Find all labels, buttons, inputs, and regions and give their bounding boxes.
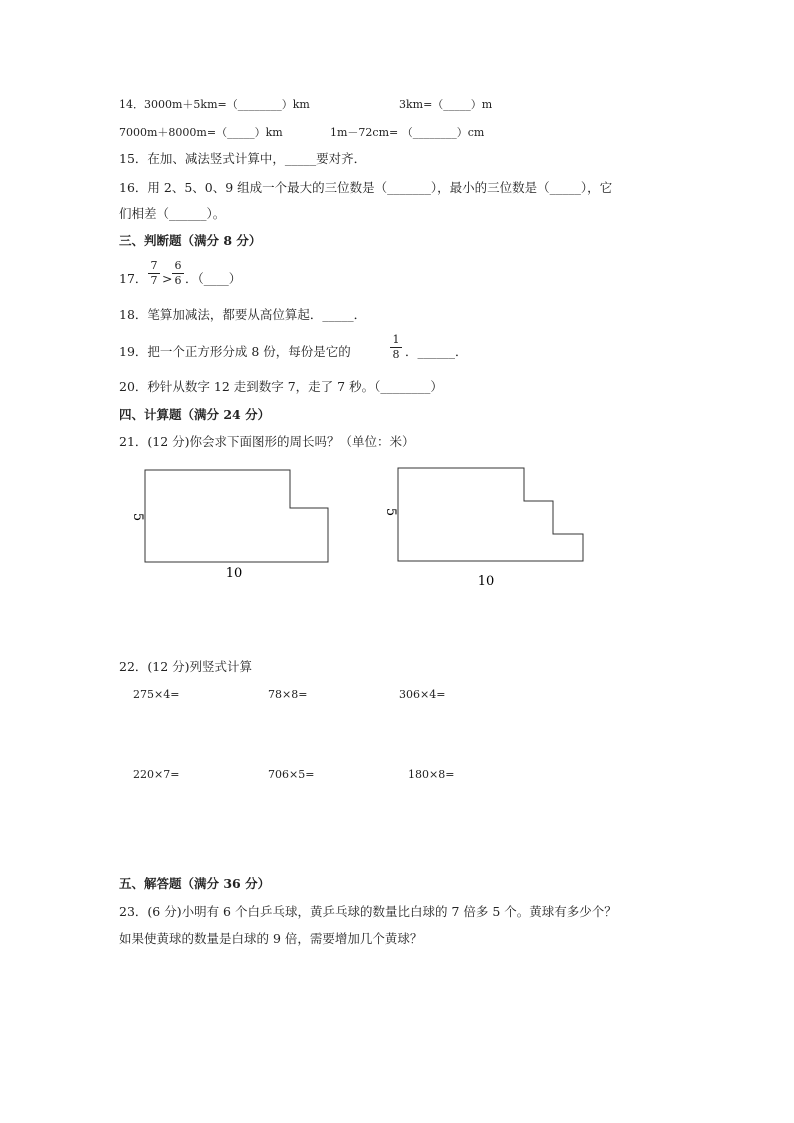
q14-part-a: 14．3000m＋5km=（________）km [119,98,310,111]
q17-fraction-left-numerator: 7 [150,259,158,272]
q22-item-5: 706×5= [268,768,315,781]
figure-1-width-label: 10 [225,566,243,581]
q14-part-b: 3km=（_____）m [399,98,493,111]
q17-fraction-left-denominator: 7 [150,274,158,287]
q14-part-c: 7000m＋8000m=（_____）km [119,126,283,139]
figure-1-outline [145,470,328,562]
q22-item-1: 275×4= [133,688,180,701]
q22-item-3: 306×4= [399,688,446,701]
figure-2-height-label: 5 [383,507,398,517]
figure-2-width-label: 10 [477,574,495,589]
q17-comparison-sign: > [162,271,173,286]
q19-fraction-numerator: 1 [392,333,400,346]
q19-tail: ．______． [405,344,468,359]
section-3-heading: 三、判断题（满分 8 分） [119,233,262,248]
figure-2-outline [398,468,583,561]
section-5-heading: 五、解答题（满分 36 分） [119,876,271,891]
q17-fraction-right-numerator: 6 [174,259,182,272]
q20-text: 20．秒针从数字 12 走到数字 7，走了 7 秒。（________） [119,379,443,394]
q17-tail: ．（____） [185,271,242,286]
q19-text: 19．把一个正方形分成 8 份，每份是它的 [119,344,351,359]
q23-line2: 如果使黄球的数量是白球的 9 倍，需要增加几个黄球？ [119,931,423,946]
section-4-heading: 四、计算题（满分 24 分） [119,407,271,422]
q22-text: 22．(12 分)列竖式计算 [119,659,253,674]
q22-item-6: 180×8= [408,768,455,781]
q21-text: 21．(12 分)你会求下面图形的周长吗？（单位：米） [119,434,415,449]
q23-line1: 23．(6 分)小明有 6 个白乒乓球，黄乒乓球的数量比白球的 7 倍多 5 个。黄球有多少个？ [119,904,617,919]
q16-line1: 16．用 2、5、0、9 组成一个最大的三位数是（_______），最小的三位数是（_____），它 [119,180,613,195]
q16-line2: 们相差（______）。 [119,206,226,221]
q15-text: 15．在加、减法竖式计算中，_____要对齐． [119,151,367,166]
q14-part-d: 1m－72cm= （________）cm [330,126,485,139]
q18-text: 18．笔算加减法，都要从高位算起．_____． [119,307,367,322]
q22-item-2: 78×8= [268,688,308,701]
q17-fraction-right-denominator: 6 [174,274,182,287]
figure-1-height-label: 5 [130,512,145,522]
q19-fraction-denominator: 8 [392,348,400,361]
q17-number: 17． [119,271,148,286]
q22-item-4: 220×7= [133,768,180,781]
